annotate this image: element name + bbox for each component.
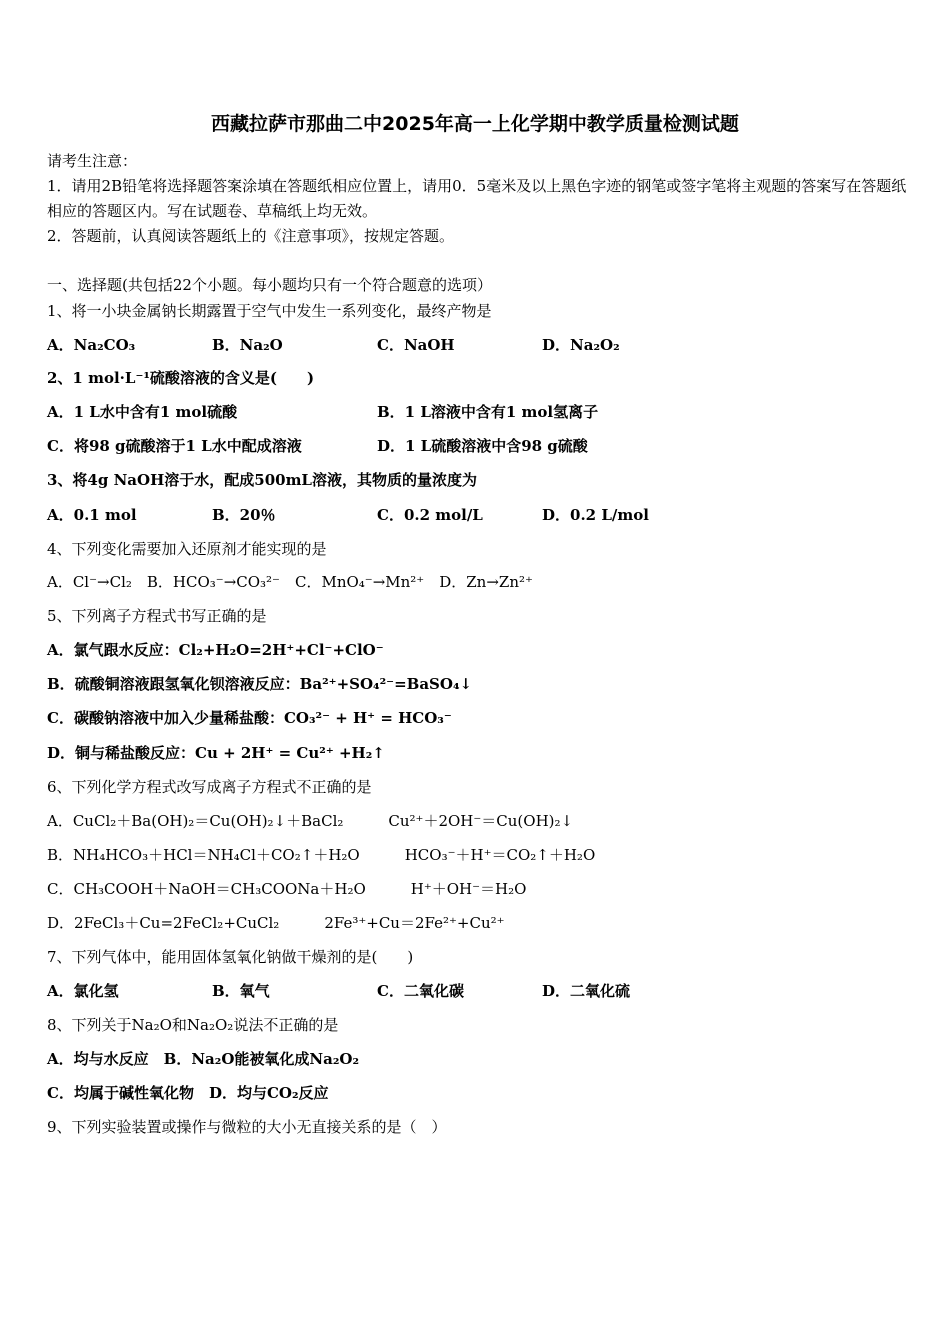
option: C．碳酸钠溶液中加入少量稀盐酸：CO₃²⁻ + H⁺ = HCO₃⁻ (47, 709, 452, 727)
option: D．0.2 L/mol (542, 506, 649, 524)
question-1: 1、将一小块金属钠长期露置于空气中发生一系列变化，最终产物是 (47, 302, 492, 320)
option: D．二氧化硫 (542, 982, 631, 1000)
option: B．1 L溶液中含有1 mol氢离子 (377, 403, 599, 421)
section-heading: 一、选择题(共包括22个小题。每小题均只有一个符合题意的选项） (47, 276, 492, 294)
notice-heading: 请考生注意： (47, 152, 138, 170)
option: D．1 L硫酸溶液中含98 g硫酸 (377, 437, 588, 455)
option: A．Na₂CO₃ (47, 336, 136, 354)
question-4: 4、下列变化需要加入还原剂才能实现的是 (47, 540, 327, 558)
question-5: 5、下列离子方程式书写正确的是 (47, 607, 267, 625)
option: C．NaOH (377, 336, 455, 354)
option: B．20％ (212, 506, 276, 524)
option: B．NH₄HCO₃＋HCl＝NH₄Cl＋CO₂↑＋H₂O HCO₃⁻＋H⁺＝CO₂↑＋H₂O (47, 846, 596, 864)
option: B．硫酸铜溶液跟氢氧化钡溶液反应：Ba²⁺+SO₄²⁻=BaSO₄↓ (47, 675, 473, 693)
option: A．均与水反应 B．Na₂O能被氧化成Na₂O₂ (47, 1050, 360, 1068)
option: C．将98 g硫酸溶于1 L水中配成溶液 (47, 437, 302, 455)
notice-2: 2．答题前，认真阅读答题纸上的《注意事项》，按规定答题。 (47, 227, 455, 245)
question-7: 7、下列气体中，能用固体氢氧化钠做干燥剂的是( ) (47, 948, 414, 966)
option: D．2FeCl₃＋Cu=2FeCl₂+CuCl₂ 2Fe³⁺+Cu＝2Fe²⁺+Cu²⁺ (47, 914, 505, 932)
option: C．0.2 mol/L (377, 506, 483, 524)
question-3: 3、将4g NaOH溶于水，配成500mL溶液，其物质的量浓度为 (47, 471, 477, 489)
option: A．1 L水中含有1 mol硫酸 (47, 403, 238, 421)
option: D．铜与稀盐酸反应：Cu + 2H⁺ = Cu²⁺ +H₂↑ (47, 744, 385, 762)
page-title: 西藏拉萨市那曲二中2025年高一上化学期中教学质量检测试题 (211, 113, 739, 135)
option: C．二氧化碳 (377, 982, 464, 1000)
question-9: 9、下列实验装置或操作与微粒的大小无直接关系的是（ ） (47, 1118, 447, 1136)
option: A．氯气跟水反应：Cl₂+H₂O=2H⁺+Cl⁻+ClO⁻ (47, 641, 384, 659)
option: C．CH₃COOH＋NaOH＝CH₃COONa＋H₂O H⁺＋OH⁻＝H₂O (47, 880, 527, 898)
option: B．Na₂O (212, 336, 283, 354)
option: A．氯化氢 (47, 982, 119, 1000)
option: A．CuCl₂＋Ba(OH)₂＝Cu(OH)₂↓＋BaCl₂ Cu²⁺＋2OH⁻＝Cu(OH)₂↓ (47, 812, 574, 830)
option: D．Na₂O₂ (542, 336, 620, 354)
option: A．0.1 mol (47, 506, 137, 524)
option: C．均属于碱性氧化物 D．均与CO₂反应 (47, 1084, 329, 1102)
option: A．Cl⁻→Cl₂ B．HCO₃⁻→CO₃²⁻ C．MnO₄⁻→Mn²⁺ D．Zn→Zn²⁺ (47, 573, 533, 591)
notice-1: 1．请用2B铅笔将选择题答案涂填在答题纸相应位置上，请用0．5毫米及以上黑色字迹的钢笔或签字笔将主观题的答案写在答题纸相应的答题区内。写在试题卷、草稿纸上均无效。 (47, 177, 907, 220)
option: B．氧气 (212, 982, 270, 1000)
question-6: 6、下列化学方程式改写成离子方程式不正确的是 (47, 778, 372, 796)
question-8: 8、下列关于Na₂O和Na₂O₂说法不正确的是 (47, 1016, 339, 1034)
question-2: 2、1 mol·L⁻¹硫酸溶液的含义是( ) (47, 369, 315, 387)
